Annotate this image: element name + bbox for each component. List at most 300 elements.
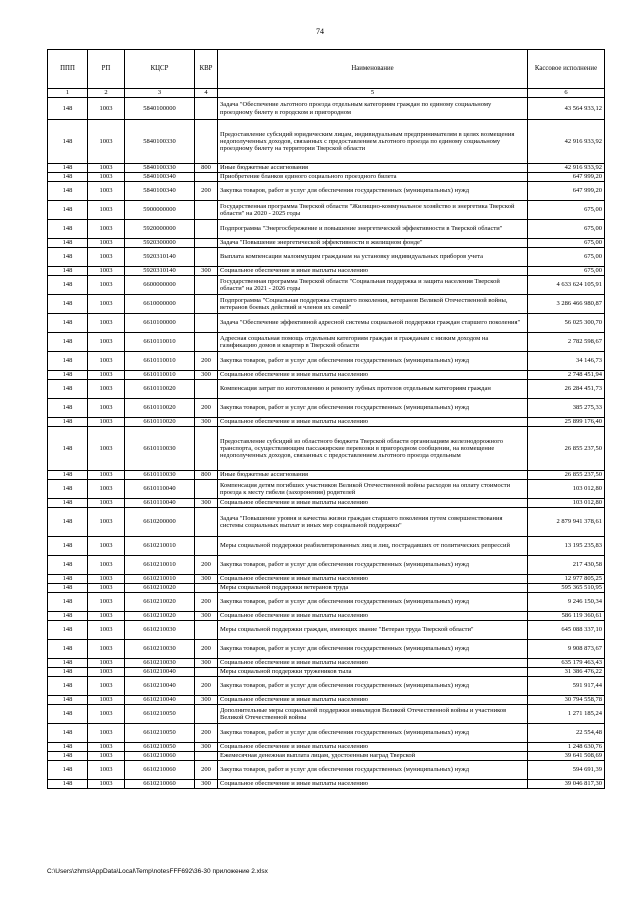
table-row	[48, 399, 605, 418]
table-row	[48, 371, 605, 380]
cell-kvr	[195, 584, 218, 593]
cell-rp: 1003	[88, 333, 125, 352]
table-row	[48, 182, 605, 201]
cell-ppp: 148	[48, 659, 88, 668]
cell-kvr: 300	[195, 575, 218, 584]
table-row	[48, 295, 605, 314]
table-row	[48, 593, 605, 612]
cell-rp: 1003	[88, 593, 125, 612]
cell-kvr	[195, 248, 218, 267]
cell-amount: 26 855 237,50	[528, 427, 605, 471]
cell-kcsr: 6610210010	[125, 537, 195, 556]
column-number: 4	[195, 89, 218, 98]
cell-name: Закупка товаров, работ и услуг для обеспечения государственных (муниципальных) нужд	[218, 677, 528, 696]
cell-rp: 1003	[88, 267, 125, 276]
cell-amount: 26 284 451,73	[528, 380, 605, 399]
cell-amount: 635 179 463,43	[528, 659, 605, 668]
table-row	[48, 537, 605, 556]
cell-rp: 1003	[88, 640, 125, 659]
cell-name: Предоставление субсидий юридическим лицам, индивидуальным предпринимателям в целях возмещения недополученных доходов, связанных с предоставлением льготного проезда по единому социальному проездному билету на территории Тверской области	[218, 120, 528, 164]
cell-amount: 2 782 598,67	[528, 333, 605, 352]
cell-kvr: 300	[195, 612, 218, 621]
cell-kcsr: 6610210010	[125, 575, 195, 584]
cell-kvr	[195, 621, 218, 640]
cell-amount: 12 977 805,25	[528, 575, 605, 584]
table-row	[48, 267, 605, 276]
cell-kcsr: 6610210050	[125, 724, 195, 743]
cell-ppp: 148	[48, 752, 88, 761]
cell-amount: 675,00	[528, 201, 605, 220]
cell-rp: 1003	[88, 677, 125, 696]
cell-name: Социальное обеспечение и иные выплаты населению	[218, 371, 528, 380]
cell-kvr	[195, 380, 218, 399]
cell-kvr: 300	[195, 743, 218, 752]
cell-rp: 1003	[88, 752, 125, 761]
cell-amount: 31 386 476,22	[528, 668, 605, 677]
cell-kvr: 200	[195, 182, 218, 201]
cell-amount: 25 899 176,40	[528, 418, 605, 427]
table-row	[48, 780, 605, 789]
column-number: 2	[88, 89, 125, 98]
cell-rp: 1003	[88, 120, 125, 164]
cell-rp: 1003	[88, 537, 125, 556]
cell-rp: 1003	[88, 724, 125, 743]
cell-name: Социальное обеспечение и иные выплаты населению	[218, 267, 528, 276]
table-row	[48, 752, 605, 761]
cell-rp: 1003	[88, 612, 125, 621]
table-row	[48, 621, 605, 640]
cell-amount: 591 917,44	[528, 677, 605, 696]
table-row	[48, 677, 605, 696]
file-path-footer: C:\Users\zhms\AppData\Local\Temp\notesFFF692\36-30 приложение 2.xlsx	[47, 868, 268, 875]
cell-rp: 1003	[88, 508, 125, 537]
cell-amount: 647 999,20	[528, 182, 605, 201]
table-row	[48, 380, 605, 399]
cell-ppp: 148	[48, 677, 88, 696]
cell-kcsr: 6610210040	[125, 668, 195, 677]
cell-kvr	[195, 98, 218, 120]
cell-kcsr: 5840100340	[125, 173, 195, 182]
cell-name: Закупка товаров, работ и услуг для обеспечения государственных (муниципальных) нужд	[218, 182, 528, 201]
cell-name: Задача "Обеспечение льготного проезда отдельным категориям граждан по единому социальному проездному билету в городском и пригородном	[218, 98, 528, 120]
cell-kvr: 200	[195, 593, 218, 612]
table-row	[48, 352, 605, 371]
cell-ppp: 148	[48, 380, 88, 399]
cell-rp: 1003	[88, 98, 125, 120]
cell-ppp: 148	[48, 593, 88, 612]
cell-rp: 1003	[88, 164, 125, 173]
cell-kcsr: 6610110040	[125, 499, 195, 508]
cell-rp: 1003	[88, 399, 125, 418]
cell-ppp: 148	[48, 120, 88, 164]
cell-name: Ежемесячная денежная выплата лицам, удостоенным наград Тверской	[218, 752, 528, 761]
cell-kcsr: 6610210060	[125, 761, 195, 780]
cell-name: Компенсация детям погибших участников Великой Отечественной войны расходов на оплату стоимости проезда к месту гибели (захоронения) родителей	[218, 480, 528, 499]
cell-ppp: 148	[48, 220, 88, 239]
cell-amount: 42 916 933,92	[528, 164, 605, 173]
cell-rp: 1003	[88, 371, 125, 380]
cell-kvr	[195, 508, 218, 537]
cell-amount: 675,00	[528, 248, 605, 267]
cell-rp: 1003	[88, 480, 125, 499]
cell-ppp: 148	[48, 418, 88, 427]
cell-name: Меры социальной поддержки тружеников тыла	[218, 668, 528, 677]
cell-ppp: 148	[48, 575, 88, 584]
cell-name: Социальное обеспечение и иные выплаты населению	[218, 780, 528, 789]
cell-kvr: 300	[195, 696, 218, 705]
cell-rp: 1003	[88, 173, 125, 182]
cell-rp: 1003	[88, 556, 125, 575]
col-header-ppp: ППП	[48, 50, 88, 89]
table-row	[48, 471, 605, 480]
cell-kvr	[195, 752, 218, 761]
cell-amount: 1 248 630,76	[528, 743, 605, 752]
cell-kvr: 200	[195, 724, 218, 743]
col-header-kcsr: КЦСР	[125, 50, 195, 89]
cell-kvr: 200	[195, 399, 218, 418]
cell-name: Приобретение бланков единого социального проездного билета	[218, 173, 528, 182]
cell-kvr: 800	[195, 164, 218, 173]
cell-ppp: 148	[48, 371, 88, 380]
cell-name: Выплата компенсации малоимущим гражданам на установку индивидуальных приборов учета	[218, 248, 528, 267]
cell-rp: 1003	[88, 276, 125, 295]
cell-ppp: 148	[48, 352, 88, 371]
cell-ppp: 148	[48, 98, 88, 120]
table-row	[48, 164, 605, 173]
table-row	[48, 333, 605, 352]
cell-ppp: 148	[48, 201, 88, 220]
cell-amount: 43 564 933,12	[528, 98, 605, 120]
cell-amount: 647 999,20	[528, 173, 605, 182]
cell-ppp: 148	[48, 724, 88, 743]
cell-kcsr: 6610000000	[125, 295, 195, 314]
table-row	[48, 239, 605, 248]
cell-ppp: 148	[48, 182, 88, 201]
table-row	[48, 314, 605, 333]
table-row	[48, 668, 605, 677]
cell-kcsr: 6610110020	[125, 399, 195, 418]
table-row	[48, 724, 605, 743]
cell-amount: 2 748 451,94	[528, 371, 605, 380]
table-row	[48, 120, 605, 164]
cell-kcsr: 6610210020	[125, 584, 195, 593]
cell-amount: 9 908 873,67	[528, 640, 605, 659]
cell-kvr	[195, 537, 218, 556]
cell-rp: 1003	[88, 352, 125, 371]
cell-name: Закупка товаров, работ и услуг для обеспечения государственных (муниципальных) нужд	[218, 593, 528, 612]
table-header-row	[48, 50, 605, 89]
cell-name: Социальное обеспечение и иные выплаты населению	[218, 612, 528, 621]
table-row	[48, 248, 605, 267]
table-row	[48, 640, 605, 659]
table-row	[48, 659, 605, 668]
cell-name: Задача "Обеспечение эффективной адресной системы социальной поддержки граждан старшего поколения"	[218, 314, 528, 333]
table-row	[48, 418, 605, 427]
cell-ppp: 148	[48, 621, 88, 640]
cell-amount: 34 146,73	[528, 352, 605, 371]
cell-rp: 1003	[88, 659, 125, 668]
cell-kcsr: 6610200000	[125, 508, 195, 537]
cell-amount: 594 691,39	[528, 761, 605, 780]
cell-ppp: 148	[48, 480, 88, 499]
cell-kcsr: 5900000000	[125, 201, 195, 220]
cell-name: Социальное обеспечение и иные выплаты населению	[218, 743, 528, 752]
cell-kvr	[195, 220, 218, 239]
cell-kcsr: 6610210030	[125, 640, 195, 659]
cell-name: Дополнительные меры социальной поддержки инвалидов Великой Отечественной войны и участников Великой Отечественной войны	[218, 705, 528, 724]
column-number: 1	[48, 89, 88, 98]
table-row	[48, 584, 605, 593]
cell-kcsr: 6610210050	[125, 743, 195, 752]
cell-rp: 1003	[88, 314, 125, 333]
cell-amount: 1 271 185,24	[528, 705, 605, 724]
cell-kcsr: 5840100340	[125, 182, 195, 201]
cell-rp: 1003	[88, 621, 125, 640]
table-row	[48, 556, 605, 575]
table-row	[48, 276, 605, 295]
cell-kvr: 800	[195, 471, 218, 480]
cell-kcsr: 5920000000	[125, 220, 195, 239]
cell-name: Предоставление субсидий из областного бюджета Тверской области организациям железнодорожного транспорта, осуществляющим пассажирские перевозки в пригородном сообщении, на возмещение недополученных доходов, связанных с предоставлением льготного проезда отдельным	[218, 427, 528, 471]
cell-kcsr: 6610210020	[125, 593, 195, 612]
table-body	[48, 98, 605, 789]
cell-amount: 675,00	[528, 267, 605, 276]
cell-kvr	[195, 295, 218, 314]
cell-ppp: 148	[48, 780, 88, 789]
cell-kvr	[195, 120, 218, 164]
cell-kvr	[195, 668, 218, 677]
cell-name: Закупка товаров, работ и услуг для обеспечения государственных (муниципальных) нужд	[218, 761, 528, 780]
cell-name: Иные бюджетные ассигнования	[218, 164, 528, 173]
cell-name: Социальное обеспечение и иные выплаты населению	[218, 499, 528, 508]
cell-kcsr: 6610210040	[125, 696, 195, 705]
cell-rp: 1003	[88, 761, 125, 780]
cell-name: Компенсация затрат по изготовлению и ремонту зубных протезов отдельным категориям граждан	[218, 380, 528, 399]
cell-kvr	[195, 480, 218, 499]
column-number: 5	[218, 89, 528, 98]
cell-amount: 675,00	[528, 239, 605, 248]
cell-kcsr: 5920310140	[125, 267, 195, 276]
table-row	[48, 696, 605, 705]
cell-kcsr: 6610110010	[125, 352, 195, 371]
col-header-amount: Кассовое исполнение	[528, 50, 605, 89]
cell-rp: 1003	[88, 239, 125, 248]
cell-kvr: 200	[195, 352, 218, 371]
cell-amount: 4 633 624 105,91	[528, 276, 605, 295]
cell-kvr	[195, 333, 218, 352]
cell-amount: 42 916 933,92	[528, 120, 605, 164]
cell-amount: 56 025 300,70	[528, 314, 605, 333]
cell-ppp: 148	[48, 696, 88, 705]
cell-name: Государственная программа Тверской области "Социальная поддержка и защита населения Тверской области" на 2021 - 2026 годы	[218, 276, 528, 295]
cell-kvr: 300	[195, 659, 218, 668]
column-number: 3	[125, 89, 195, 98]
cell-rp: 1003	[88, 575, 125, 584]
cell-name: Подпрограмма "Энергосбережение и повышение энергетической эффективности в Тверской области"	[218, 220, 528, 239]
cell-name: Социальное обеспечение и иные выплаты населению	[218, 418, 528, 427]
cell-rp: 1003	[88, 584, 125, 593]
cell-amount: 26 855 237,50	[528, 471, 605, 480]
cell-kcsr: 6610110030	[125, 471, 195, 480]
cell-kcsr: 6610110010	[125, 333, 195, 352]
cell-kcsr: 6610110010	[125, 371, 195, 380]
cell-ppp: 148	[48, 267, 88, 276]
cell-kvr: 300	[195, 780, 218, 789]
cell-name: Меры социальной поддержки граждан, имеющих звание "Ветеран труда Тверской области"	[218, 621, 528, 640]
cell-amount: 217 430,58	[528, 556, 605, 575]
table-row	[48, 427, 605, 471]
cell-ppp: 148	[48, 173, 88, 182]
cell-amount: 39 641 508,69	[528, 752, 605, 761]
cell-name: Социальное обеспечение и иные выплаты населению	[218, 659, 528, 668]
cell-kcsr: 6610110020	[125, 418, 195, 427]
cell-amount: 13 195 235,83	[528, 537, 605, 556]
table-row	[48, 612, 605, 621]
cell-ppp: 148	[48, 239, 88, 248]
cell-ppp: 148	[48, 705, 88, 724]
cell-kcsr: 6610110020	[125, 380, 195, 399]
cell-rp: 1003	[88, 248, 125, 267]
cell-ppp: 148	[48, 537, 88, 556]
cell-kcsr: 6610210020	[125, 612, 195, 621]
cell-name: Задача "Повышение уровня и качества жизни граждан старшего поколения путем совершенствования системы социальных выплат и иных мер социальной поддержки"	[218, 508, 528, 537]
cell-name: Закупка товаров, работ и услуг для обеспечения государственных (муниципальных) нужд	[218, 399, 528, 418]
cell-ppp: 148	[48, 399, 88, 418]
cell-name: Иные бюджетные ассигнования	[218, 471, 528, 480]
cell-kcsr: 6610100000	[125, 314, 195, 333]
cell-amount: 385 275,33	[528, 399, 605, 418]
cell-ppp: 148	[48, 427, 88, 471]
cell-amount: 595 365 510,95	[528, 584, 605, 593]
cell-kvr	[195, 201, 218, 220]
cell-kcsr: 6610210060	[125, 780, 195, 789]
cell-rp: 1003	[88, 427, 125, 471]
cell-kcsr: 5840100330	[125, 120, 195, 164]
cell-rp: 1003	[88, 380, 125, 399]
cell-kvr: 200	[195, 677, 218, 696]
cell-rp: 1003	[88, 780, 125, 789]
cell-rp: 1003	[88, 182, 125, 201]
cell-name: Закупка товаров, работ и услуг для обеспечения государственных (муниципальных) нужд	[218, 640, 528, 659]
cell-kvr: 300	[195, 499, 218, 508]
table-row	[48, 743, 605, 752]
cell-ppp: 148	[48, 499, 88, 508]
cell-name: Закупка товаров, работ и услуг для обеспечения государственных (муниципальных) нужд	[218, 556, 528, 575]
cell-ppp: 148	[48, 640, 88, 659]
cell-ppp: 148	[48, 584, 88, 593]
cell-ppp: 148	[48, 508, 88, 537]
cell-rp: 1003	[88, 220, 125, 239]
cell-kcsr: 6610210040	[125, 677, 195, 696]
cell-kcsr: 6610210030	[125, 659, 195, 668]
table-row	[48, 499, 605, 508]
cell-name: Государственная программа Тверской области "Жилищно-коммунальное хозяйство и энергетика Тверской области" на 2020 - 2025 годы	[218, 201, 528, 220]
cell-kvr	[195, 427, 218, 471]
cell-amount: 103 012,80	[528, 499, 605, 508]
cell-rp: 1003	[88, 668, 125, 677]
cell-kcsr: 6610210010	[125, 556, 195, 575]
cell-ppp: 148	[48, 164, 88, 173]
cell-rp: 1003	[88, 499, 125, 508]
cell-rp: 1003	[88, 696, 125, 705]
cell-kcsr: 6610210050	[125, 705, 195, 724]
page-number: 74	[316, 27, 324, 36]
cell-kcsr: 6610210060	[125, 752, 195, 761]
cell-kcsr: 6600000000	[125, 276, 195, 295]
cell-kvr: 300	[195, 418, 218, 427]
cell-kcsr: 5840100330	[125, 164, 195, 173]
cell-kcsr: 6610210030	[125, 621, 195, 640]
table-row	[48, 508, 605, 537]
cell-kvr	[195, 705, 218, 724]
cell-kcsr: 6610110040	[125, 480, 195, 499]
table-row	[48, 201, 605, 220]
cell-rp: 1003	[88, 471, 125, 480]
cell-kvr: 300	[195, 371, 218, 380]
cell-ppp: 148	[48, 295, 88, 314]
cell-name: Меры социальной поддержки реабилитированных лиц и лиц, пострадавших от политических репрессий	[218, 537, 528, 556]
cell-rp: 1003	[88, 418, 125, 427]
cell-kvr: 200	[195, 761, 218, 780]
budget-execution-table	[47, 49, 605, 789]
cell-kvr	[195, 239, 218, 248]
cell-amount: 9 246 150,34	[528, 593, 605, 612]
col-header-kvr: КВР	[195, 50, 218, 89]
cell-amount: 103 012,80	[528, 480, 605, 499]
cell-name: Подпрограмма "Социальная поддержка старшего поколения, ветеранов Великой Отечественной войны, ветеранов боевых действий и членов их семей"	[218, 295, 528, 314]
cell-amount: 675,00	[528, 220, 605, 239]
cell-ppp: 148	[48, 276, 88, 295]
table-row	[48, 173, 605, 182]
table-row	[48, 220, 605, 239]
cell-amount: 39 046 817,30	[528, 780, 605, 789]
cell-ppp: 148	[48, 612, 88, 621]
cell-name: Задача "Повышение энергетической эффективности в жилищном фонде"	[218, 239, 528, 248]
cell-ppp: 148	[48, 668, 88, 677]
cell-rp: 1003	[88, 705, 125, 724]
cell-name: Закупка товаров, работ и услуг для обеспечения государственных (муниципальных) нужд	[218, 352, 528, 371]
cell-rp: 1003	[88, 743, 125, 752]
cell-kvr: 200	[195, 640, 218, 659]
cell-kcsr: 5920310140	[125, 248, 195, 267]
cell-kcsr: 5840100000	[125, 98, 195, 120]
column-number: 6	[528, 89, 605, 98]
cell-kcsr: 6610110030	[125, 427, 195, 471]
col-header-name: Наименование	[218, 50, 528, 89]
cell-name: Закупка товаров, работ и услуг для обеспечения государственных (муниципальных) нужд	[218, 724, 528, 743]
cell-ppp: 148	[48, 471, 88, 480]
cell-amount: 2 879 941 378,61	[528, 508, 605, 537]
cell-kvr	[195, 276, 218, 295]
cell-kvr	[195, 173, 218, 182]
cell-amount: 3 286 466 980,87	[528, 295, 605, 314]
table-row	[48, 705, 605, 724]
cell-rp: 1003	[88, 295, 125, 314]
cell-amount: 30 794 558,78	[528, 696, 605, 705]
col-header-rp: РП	[88, 50, 125, 89]
cell-name: Адресная социальная помощь отдельным категориям граждан и гражданам с низким доходом на газификацию домов и квартир в Тверской области	[218, 333, 528, 352]
cell-rp: 1003	[88, 201, 125, 220]
table-row	[48, 480, 605, 499]
table-row	[48, 761, 605, 780]
cell-kvr	[195, 314, 218, 333]
cell-ppp: 148	[48, 248, 88, 267]
cell-ppp: 148	[48, 556, 88, 575]
cell-ppp: 148	[48, 743, 88, 752]
cell-ppp: 148	[48, 761, 88, 780]
cell-amount: 22 554,48	[528, 724, 605, 743]
table-row	[48, 98, 605, 120]
